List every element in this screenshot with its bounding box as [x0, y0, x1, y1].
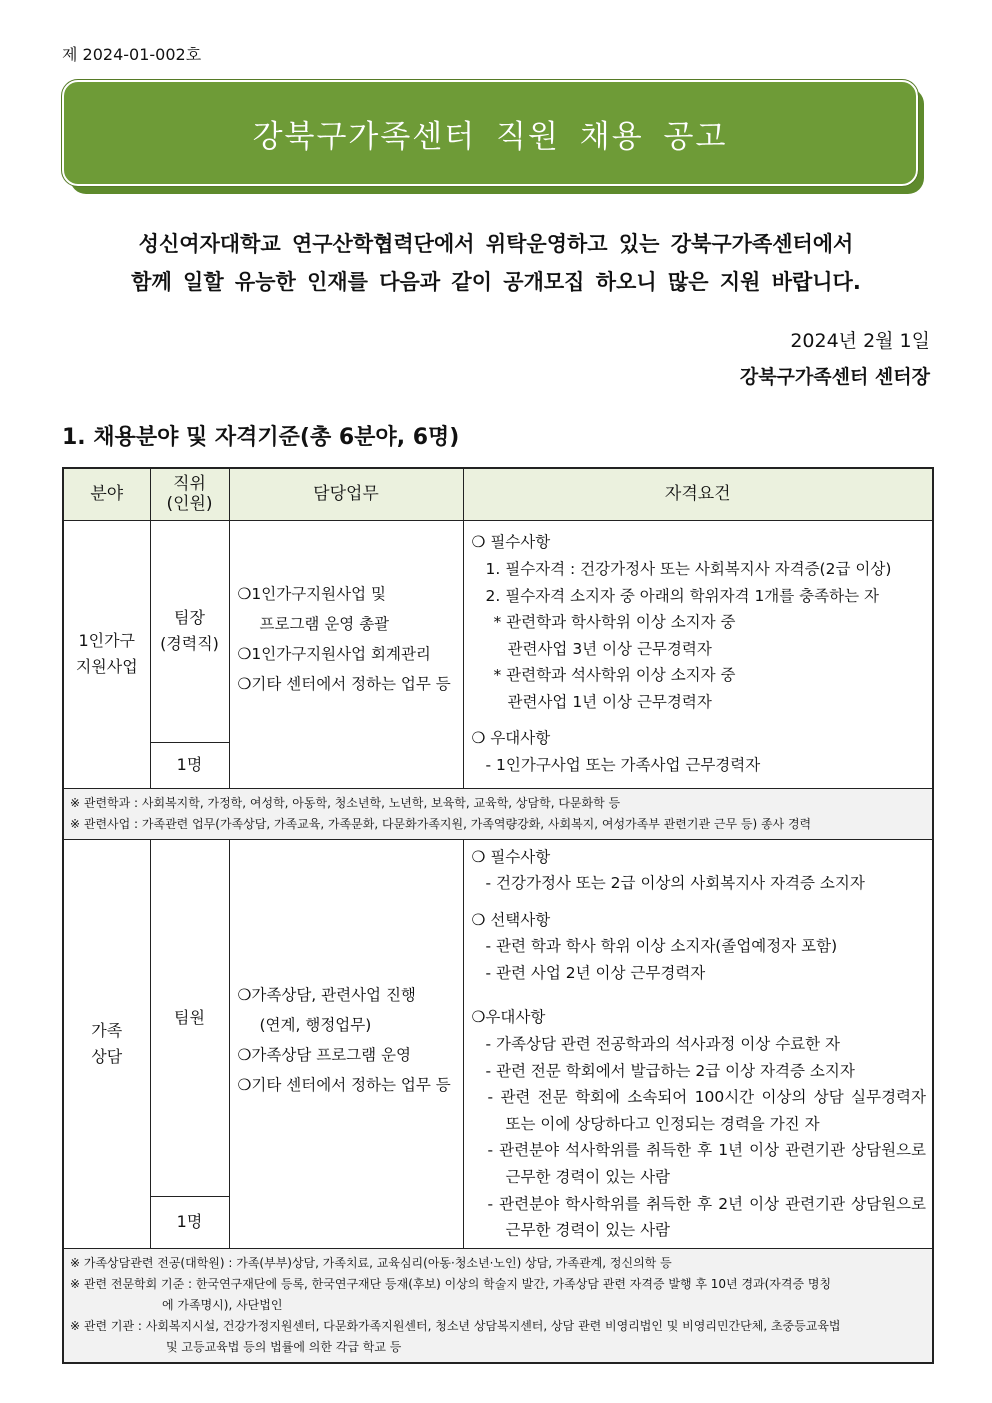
intro-line-2: 함께 일할 유능한 인재를 다음과 같이 공개모집 하오니 많은 지원 바랍니다.: [131, 270, 861, 294]
preference-item: - 관련분야 학사학위를 취득한 후 2년 이상 관련기관 상담원으로 근무한 경력이 있는 사람: [487, 1194, 926, 1240]
optional-item: - 관련 사업 2년 이상 근무경력자: [485, 963, 706, 982]
position-cell: [150, 520, 229, 742]
preference-item: - 관련 전문 학회에서 발급하는 2급 이상 자격증 소지자: [485, 1061, 855, 1080]
note-line: 및 고등교육법 등의 법률에 의한 각급 학교 등: [166, 1339, 402, 1354]
preference-item: - 1인가구사업 또는 가족사업 근무경력자: [485, 756, 761, 775]
must-title: ❍ 필수사항: [471, 847, 551, 866]
header-requirements: 자격요건: [463, 468, 933, 520]
requirement-item: 관련사업 1년 이상 근무경력자: [507, 692, 712, 711]
requirement-item: 관련사업 3년 이상 근무경력자: [507, 639, 712, 658]
field-line2: 지원사업: [75, 657, 138, 676]
duty-item: ❍1인가구지원사업 및: [237, 585, 386, 603]
field-line1: 1인가구: [78, 631, 136, 650]
note-line: ※ 가족상담관련 전공(대학원) : 가족(부부)상담, 가족치료, 교육심리(아동·청소년·노인) 상담, 가족관계, 정신의학 등: [70, 1255, 672, 1270]
preference-item: - 관련 전문 학회에 소속되어 100시간 이상의 상담 실무경력자 또는 이에 상당하다고 인정되는 경력을 가진 자: [487, 1088, 926, 1133]
note-line: 에 가족명시), 사단법인: [162, 1297, 283, 1312]
duty-item: ❍가족상담 프로그램 운영: [237, 1045, 411, 1064]
requirement-item: * 관련학과 학사학위 이상 소지자 중: [493, 613, 736, 632]
requirement-item: 2. 필수자격 소지자 중 아래의 학위자격 1개를 충족하는 자: [485, 586, 879, 605]
optional-item: - 관련 학과 학사 학위 이상 소지자(졸업예정자 포함): [485, 937, 838, 956]
count-cell: 1명: [150, 1196, 229, 1248]
requirement-item: * 관련학과 석사학위 이상 소지자 중: [493, 666, 736, 685]
position-line1: 팀장: [174, 608, 205, 627]
duties-cell: [229, 520, 463, 788]
duty-item: ❍1인가구지원사업 회계관리: [237, 645, 431, 663]
document-number: 제 2024-01-002호: [62, 45, 202, 64]
duty-item: ❍기타 센터에서 정하는 업무 등: [237, 675, 451, 693]
preference-item: - 가족상담 관련 전공학과의 석사과정 이상 수료한 자: [485, 1035, 841, 1054]
header-duties: 담당업무: [229, 468, 463, 520]
field-cell: [63, 520, 150, 788]
field-line2: 상담: [91, 1046, 123, 1066]
requirements-cell: [463, 520, 933, 788]
header-position-line2: (인원): [166, 494, 213, 515]
header-field: 분야: [63, 468, 150, 520]
duty-item: 프로그램 운영 총괄: [259, 615, 390, 633]
section-title: 1. 채용분야 및 자격기준(총 6분야, 6명): [62, 425, 460, 450]
table-note-row: [63, 788, 933, 839]
header-position: [150, 468, 229, 520]
intro-line-1: 성신여자대학교 연구산학협력단에서 위탁운영하고 있는 강북구가족센터에서: [138, 232, 854, 256]
pref-title: ❍우대사항: [471, 1008, 546, 1027]
note-cell: [63, 788, 933, 839]
must-title: ❍ 필수사항: [471, 533, 551, 552]
duty-item: (연계, 행정업무): [259, 1015, 372, 1034]
optional-title: ❍ 선택사항: [471, 910, 551, 929]
note-line: ※ 관련 전문학회 기준 : 한국연구재단에 등록, 한국연구재단 등재(후보) 이상의 학술지 발간, 가족상담 관련 자격증 발행 후 10년 경과(자격증 명칭: [70, 1276, 832, 1291]
requirement-item: - 건강가정사 또는 2급 이상의 사회복지사 자격증 소지자: [485, 874, 865, 893]
preference-item: - 관련분야 석사학위를 취득한 후 1년 이상 관련기관 상담원으로 근무한 경력이 있는 사람: [487, 1141, 926, 1187]
requirements-cell: [463, 839, 933, 1248]
table-row: [63, 520, 933, 742]
table-row: [63, 839, 933, 1196]
table-header-row: [63, 468, 933, 520]
page-title: 강북구가족센터 직원 채용 공고: [252, 118, 728, 155]
title-banner: [62, 80, 918, 186]
position-cell: 팀원: [150, 839, 229, 1196]
signer: 강북구가족센터 센터장: [739, 366, 930, 388]
duty-item: ❍기타 센터에서 정하는 업무 등: [237, 1075, 451, 1094]
count-cell: 1명: [150, 742, 229, 788]
note-line: ※ 관련사업 : 가족관련 업무(가족상담, 가족교육, 가족문화, 다문화가족지원, 가족역량강화, 사회복지, 여성가족부 관련기관 근무 등) 종사 경력: [70, 816, 812, 831]
header-position-line1: 직위: [173, 474, 206, 495]
note-line: ※ 관련 기관 : 사회복지시설, 건강가정지원센터, 다문화가족지원센터, 청소년 상담복지센터, 상담 관련 비영리법인 및 비영리민간단체, 초중등교육법: [70, 1318, 841, 1333]
field-cell: [63, 839, 150, 1248]
announcement-date: 2024년 2월 1일: [790, 330, 930, 352]
note-cell: [63, 1248, 933, 1363]
table-note-row: [63, 1248, 933, 1363]
requirement-item: 1. 필수자격 : 건강가정사 또는 사회복지사 자격증(2급 이상): [485, 559, 892, 578]
note-line: ※ 관련학과 : 사회복지학, 가정학, 여성학, 아동학, 청소년학, 노년학, 보육학, 교육학, 상담학, 다문화학 등: [70, 795, 621, 810]
recruitment-table: [62, 467, 934, 1364]
duty-item: ❍가족상담, 관련사업 진행: [237, 985, 416, 1004]
field-line1: 가족: [91, 1020, 123, 1040]
pref-title: ❍ 우대사항: [471, 729, 551, 748]
duties-cell: [229, 839, 463, 1248]
position-line2: (경력직): [160, 634, 219, 653]
